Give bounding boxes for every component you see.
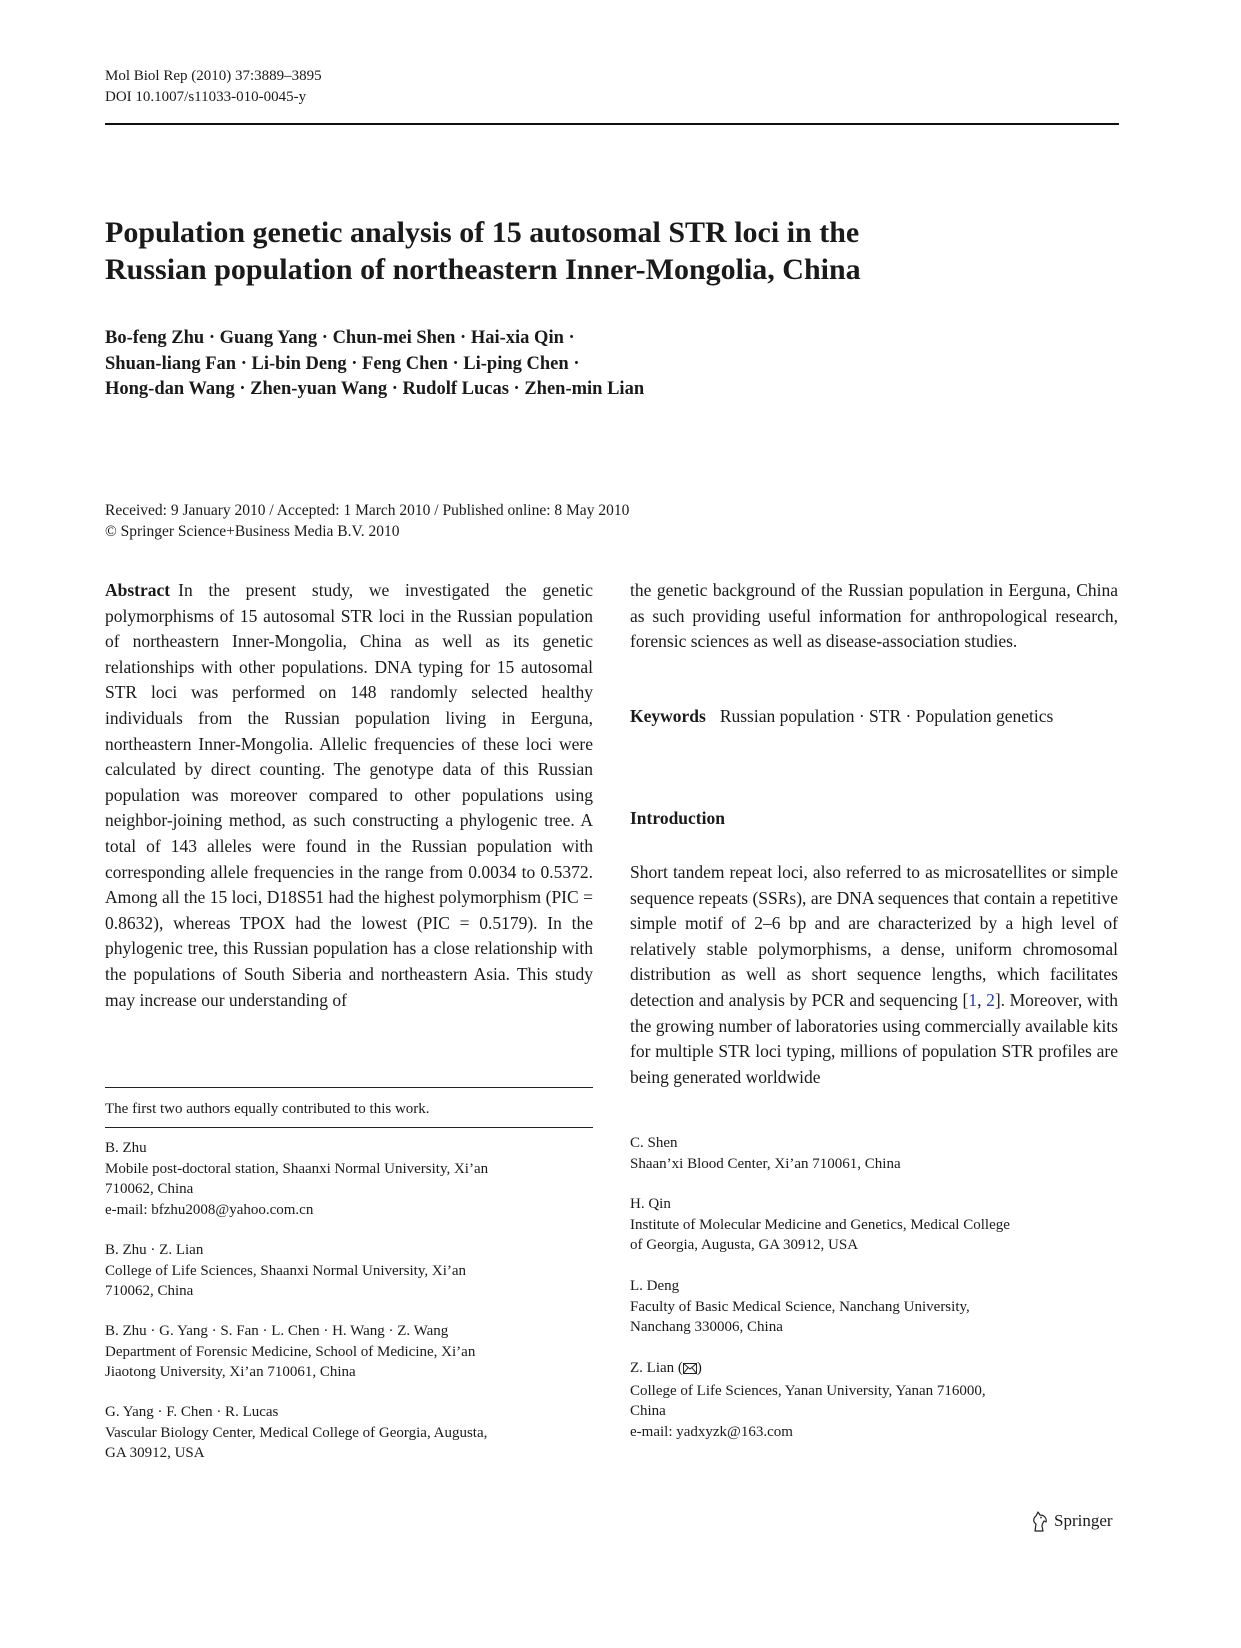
abstract-continuation [630, 578, 1118, 655]
affiliation-line: Vascular Biology Center, Medical College of Georgia, Augusta, [105, 1424, 488, 1441]
affiliation-line: China [630, 1403, 666, 1419]
author-separator: · [568, 328, 575, 348]
publisher-name: Springer [1054, 1511, 1113, 1530]
affiliation-names: B. Zhu · Z. Lian [105, 1242, 204, 1258]
affiliation-block [105, 1321, 575, 1383]
affiliation-names: G. Yang · F. Chen · R. Lucas [105, 1404, 279, 1420]
introduction-text [630, 860, 1118, 1090]
author: Zhen-min Lian [524, 379, 645, 399]
citation-link-1[interactable]: 1 [968, 989, 978, 1010]
title-line-2: Russian population of northeastern Inner-Mongolia, China [105, 253, 861, 286]
affiliation-line: Department of Forensic Medicine, School of Medicine, Xi’an [105, 1343, 476, 1360]
abstract-continuation-text: the genetic background of the Russian population in Eerguna, China as such providing useful information for anthropological research, forensic sciences as well as disease-association studies. [630, 580, 1118, 652]
dates-line: Received: 9 January 2010 / Accepted: 1 March 2010 / Published online: 8 May 2010 [105, 502, 630, 519]
affiliation-names: B. Zhu · G. Yang · S. Fan · L. Chen · H. Wang · Z. Wang [105, 1323, 449, 1339]
paper-title [105, 214, 1105, 288]
author: Feng Chen [362, 353, 448, 374]
journal-header [105, 66, 322, 108]
affiliation-names: B. Zhu [105, 1140, 147, 1156]
abstract [105, 578, 593, 1013]
envelope-icon [683, 1360, 697, 1381]
affiliation-email: e-mail: bfzhu2008@yahoo.com.cn [105, 1201, 314, 1218]
affiliation-line: of Georgia, Augusta, GA 30912, USA [630, 1237, 859, 1253]
author-separator: · [513, 379, 520, 399]
affiliation-line: Nanchang 330006, China [630, 1319, 783, 1335]
affiliation-email: e-mail: yadxyzk@163.com [630, 1423, 793, 1440]
author: Bo-feng Zhu [105, 328, 205, 348]
springer-horse-icon [1030, 1510, 1050, 1532]
author-separator: · [460, 328, 467, 348]
author: Chun-mei Shen [332, 328, 456, 348]
header-rule [105, 123, 1119, 125]
keywords-label: Keywords [630, 706, 706, 726]
intro-text-part-2: ]. Moreover, with the growing number of laboratories using commercially available kits for multiple STR loci typing, millions of population STR profiles are being generated worldwide [630, 989, 1118, 1087]
author: Hai-xia Qin [470, 328, 564, 348]
affiliation-names: Z. Lian [630, 1360, 675, 1376]
author-separator: · [321, 328, 328, 348]
introduction-heading: Introduction [630, 808, 725, 828]
author: Li-bin Deng [251, 353, 347, 374]
copyright-line: © Springer Science+Business Media B.V. 2010 [105, 523, 400, 540]
author-line-2 [105, 352, 1005, 378]
affiliation-names: H. Qin [630, 1196, 671, 1212]
abstract-text: In the present study, we investigated the genetic polymorphisms of 15 autosomal STR loci in the Russian population of northeastern Inner-Mongolia, China as well as its genetic relationships with other populations. DNA typing for 15 autosomal STR loci was performed on 148 randomly selected healthy individuals from the Russian population living in Eerguna, northeastern Inner-Mongolia. Allelic frequencies of these loci were calculated by direct counting. The genotype data of this Russian population was moreover compared to other populations using neighbor-joining method, as such constructing a phylogenic tree. A total of 143 alleles were found in the Russian population with corresponding allele frequencies in the range from 0.0034 to 0.5372. Among all the 15 loci, D18S51 had the highest polymorphism (PIC = 0.8632), whereas TPOX had the lowest (PIC = 0.5179). In the phylogenic tree, this Russian population has a close relationship with the populations of South Siberia and northeastern Asia. This study may increase our understanding of [105, 580, 593, 1010]
author: Zhen-yuan Wang [250, 379, 388, 399]
affiliation-line: Shaan’xi Blood Center, Xi’an 710061, China [630, 1155, 901, 1172]
footnote: The first two authors equally contributed to this work. [105, 1101, 430, 1117]
affiliation-block [105, 1402, 575, 1464]
affiliation-line: Faculty of Basic Medical Science, Nanchang University, [630, 1298, 970, 1315]
author: Hong-dan Wang [105, 379, 235, 399]
footnote-rule-top [105, 1087, 593, 1088]
abstract-label: Abstract [105, 580, 171, 600]
title-line-1: Population genetic analysis of 15 autosomal STR loci in the [105, 216, 860, 249]
affiliation-line: Jiaotong University, Xi’an 710061, China [105, 1364, 356, 1380]
keywords [630, 704, 1118, 730]
author-line-1 [105, 326, 1005, 352]
affiliation-line: College of Life Sciences, Shaanxi Normal University, Xi’an [105, 1262, 467, 1279]
affiliation-line: Institute of Molecular Medicine and Genetics, Medical College [630, 1216, 1010, 1233]
author-line-3 [105, 377, 1005, 403]
author-separator: · [208, 328, 215, 348]
publication-dates [105, 500, 629, 542]
corresponding-author: Z. Lian ( ) [630, 1358, 1100, 1381]
doi: DOI 10.1007/s11033-010-0045-y [105, 89, 307, 105]
author-separator: · [452, 353, 459, 374]
author-separator: · [240, 353, 247, 374]
author-list [105, 326, 1005, 403]
author-separator: · [573, 353, 580, 374]
affiliation-block [105, 1138, 575, 1220]
footnote-rule-bottom [105, 1127, 593, 1128]
affiliation-line: 710062, China [105, 1181, 194, 1197]
author: Shuan-liang Fan [105, 353, 237, 374]
affiliation-names: L. Deng [630, 1278, 680, 1294]
keywords-text: Russian population · STR · Population genetics [719, 706, 1054, 726]
intro-text-part-1: Short tandem repeat loci, also referred to as microsatellites or simple sequence repeats (SSRs), are DNA sequences that contain a repetitive simple motif of 2–6 bp and are characterized by a high level of relatively stable polymorphisms, a dense, uniform chromosomal distribution as well as short sequence lengths, which facilitates detection and analysis by PCR and sequencing [ [630, 862, 1118, 1010]
author-separator: · [239, 379, 246, 399]
author: Rudolf Lucas [402, 379, 509, 399]
citation-separator: , [977, 989, 987, 1010]
author-separator: · [351, 353, 358, 374]
author: Guang Yang [219, 328, 318, 348]
affiliation-names: C. Shen [630, 1135, 678, 1151]
affiliation-line: 710062, China [105, 1283, 194, 1299]
journal-citation: Mol Biol Rep (2010) 37:3889–3895 [105, 68, 322, 84]
affiliation-line: GA 30912, USA [105, 1445, 205, 1461]
author-separator: · [391, 379, 398, 399]
affiliation-block [105, 1240, 575, 1302]
author: Li-ping Chen [463, 353, 569, 374]
affiliation-line: Mobile post-doctoral station, Shaanxi Normal University, Xi’an [105, 1160, 489, 1177]
affiliation-block [630, 1194, 1100, 1256]
citation-link-2[interactable]: 2 [986, 989, 995, 1010]
affiliation-block [630, 1358, 1100, 1442]
affiliation-line: College of Life Sciences, Yanan University, Yanan 716000, [630, 1382, 986, 1399]
affiliation-block [630, 1133, 1100, 1174]
affiliation-block [630, 1276, 1100, 1338]
publisher-logo [1030, 1510, 1113, 1532]
